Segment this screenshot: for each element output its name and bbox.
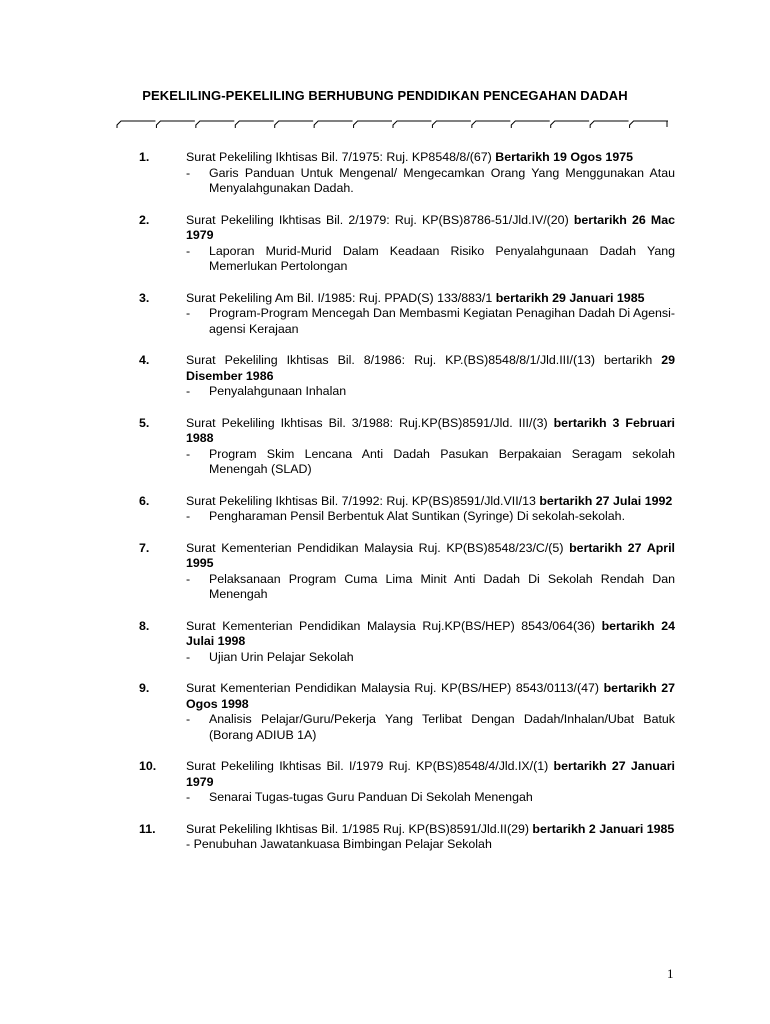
item-body <box>186 291 675 338</box>
rule-segment <box>235 121 273 128</box>
item-body <box>186 353 675 400</box>
reference-date: bertarikh 27 Julai 1992 <box>539 493 673 508</box>
reference-text: Surat Kementerian Pendidikan Malaysia Ruj.KP(BS/HEP) 8543/064(36) <box>186 618 602 633</box>
item-description <box>186 790 675 806</box>
item-reference <box>186 150 675 166</box>
description-text: Program Skim Lencana Anti Dadah Pasukan Berpakaian Seragam sekolah Menengah (SLAD) <box>209 446 675 476</box>
dash-bullet: - <box>186 243 191 258</box>
item-number: 4. <box>139 353 150 367</box>
decorative-rule <box>116 118 668 130</box>
reference-text: Surat Kementerian Pendidikan Malaysia Ruj. KP(BS/HEP) 8543/0113/(47) <box>186 681 604 695</box>
rule-segment <box>354 121 392 128</box>
item-reference <box>186 213 675 244</box>
rule-segment <box>432 121 470 128</box>
dash-bullet: - <box>186 384 191 398</box>
list-item <box>0 619 770 666</box>
page-title: PEKELILING-PEKELILING BERHUBUNG PENDIDIKAN PENCEGAHAN DADAH <box>142 88 628 103</box>
item-body <box>186 822 675 853</box>
reference-date: bertarikh 27 Januari 1979 <box>186 759 675 789</box>
item-body <box>186 619 675 666</box>
item-reference <box>186 681 675 712</box>
reference-date: bertarikh 2 Januari 1985 <box>532 821 675 836</box>
item-body <box>186 759 675 806</box>
description-text: Garis Panduan Untuk Mengenal/ Mengecamkan Orang Yang Menggunakan Atau Menyalahgunakan Dadah. <box>209 165 675 195</box>
list-item <box>0 759 770 806</box>
reference-date: 29 Disember 1986 <box>186 353 675 383</box>
reference-text: Surat Pekeliling Ikhtisas Bil. 1/1985 Ruj. KP(BS)8591/Jld.II(29) <box>186 821 533 836</box>
item-reference <box>186 291 675 307</box>
reference-text: Surat Pekeliling Am Bil. I/1985: Ruj. PPAD(S) 133/883/1 <box>186 290 496 305</box>
description-text: - Penubuhan Jawatankuasa Bimbingan Pelajar Sekolah <box>186 837 492 851</box>
item-body <box>186 541 675 603</box>
item-description <box>186 712 675 743</box>
rule-segment <box>196 121 234 128</box>
item-number: 9. <box>139 681 150 695</box>
item-number: 6. <box>139 493 150 508</box>
dash-bullet: - <box>186 571 191 586</box>
item-reference <box>186 416 675 447</box>
item-reference <box>186 759 675 790</box>
reference-date: bertarikh 29 Januari 1985 <box>495 290 645 305</box>
item-description <box>186 509 675 525</box>
item-body <box>186 681 675 743</box>
item-body <box>186 150 675 197</box>
rule-segment <box>590 121 628 128</box>
list-item <box>0 494 770 525</box>
rule-segment <box>511 121 549 128</box>
circular-list <box>0 150 770 869</box>
item-description <box>186 837 675 853</box>
item-body <box>186 494 675 525</box>
reference-date: bertarikh 3 Februari 1988 <box>186 415 675 445</box>
reference-text: Surat Pekeliling Ikhtisas Bil. 7/1992: Ruj. KP(BS)8591/Jld.VII/13 <box>186 493 540 508</box>
list-item <box>0 353 770 400</box>
item-number: 11. <box>139 821 156 836</box>
dash-bullet: - <box>186 165 191 180</box>
item-description <box>186 650 675 666</box>
dash-bullet: - <box>186 509 191 523</box>
item-reference <box>186 541 675 572</box>
rule-segment <box>393 121 431 128</box>
item-description <box>186 306 675 337</box>
item-number: 3. <box>139 290 150 305</box>
reference-date: bertarikh 27 April 1995 <box>186 540 675 570</box>
item-number: 8. <box>139 618 150 633</box>
list-item <box>0 822 770 853</box>
item-description <box>186 384 675 400</box>
dash-bullet: - <box>186 790 191 804</box>
item-description <box>186 572 675 603</box>
rule-segment <box>551 121 589 128</box>
rule-segment <box>314 121 352 128</box>
item-reference <box>186 619 675 650</box>
item-description <box>186 166 675 197</box>
description-text: Ujian Urin Pelajar Sekolah <box>209 649 354 664</box>
reference-text: Surat Pekeliling Ikhtisas Bil. 2/1979: Ruj. KP(BS)8786-51/Jld.IV/(20) <box>186 212 574 227</box>
rule-segment <box>156 121 194 128</box>
dash-bullet: - <box>186 712 191 726</box>
description-text: Laporan Murid-Murid Dalam Keadaan Risiko Penyalahgunaan Dadah Yang Memerlukan Pertolongan <box>209 243 675 273</box>
reference-text: Surat Pekeliling Ikhtisas Bil. 8/1986: Ruj. KP.(BS)8548/8/1/Jld.III/(13) bertarikh <box>186 353 662 367</box>
item-body <box>186 213 675 275</box>
description-text: Pelaksanaan Program Cuma Lima Minit Anti Dadah Di Sekolah Rendah Dan Menengah <box>209 571 675 601</box>
rule-segment <box>472 121 510 128</box>
item-description <box>186 244 675 275</box>
reference-text: Surat Pekeliling Ikhtisas Bil. I/1979 Ruj. KP(BS)8548/4/Jld.IX/(1) <box>186 759 554 773</box>
list-item <box>0 150 770 197</box>
reference-text: Surat Pekeliling Ikhtisas Bil. 3/1988: Ruj.KP(BS)8591/Jld. III/(3) <box>186 415 554 430</box>
list-item <box>0 681 770 743</box>
item-reference <box>186 353 675 384</box>
item-body <box>186 416 675 478</box>
list-item <box>0 541 770 603</box>
item-description <box>186 447 675 478</box>
description-text: Pengharaman Pensil Berbentuk Alat Suntikan (Syringe) Di sekolah-sekolah. <box>209 509 626 523</box>
item-number: 7. <box>139 540 150 555</box>
list-item <box>0 213 770 275</box>
reference-text: Surat Kementerian Pendidikan Malaysia Ruj. KP(BS)8548/23/C/(5) <box>186 540 570 555</box>
rule-segment <box>117 121 155 128</box>
list-item <box>0 291 770 338</box>
reference-date: bertarikh 27 Ogos 1998 <box>186 681 676 711</box>
list-item <box>0 416 770 478</box>
item-number: 5. <box>139 415 150 430</box>
reference-date: bertarikh 26 Mac 1979 <box>186 212 675 242</box>
dash-bullet: - <box>186 446 191 461</box>
description-text: Program-Program Mencegah Dan Membasmi Kegiatan Penagihan Dadah Di Agensi-agensi Kerajaan <box>209 306 675 336</box>
dash-bullet: - <box>186 306 191 320</box>
description-text: Analisis Pelajar/Guru/Pekerja Yang Terlibat Dengan Dadah/Inhalan/Ubat Batuk (Borang ADIUB 1A) <box>209 712 675 742</box>
rule-segment <box>275 121 313 128</box>
item-number: 1. <box>139 150 150 164</box>
description-text: Penyalahgunaan Inhalan <box>209 384 347 398</box>
reference-date: Bertarikh 19 Ogos 1975 <box>495 150 633 164</box>
reference-date: bertarikh 24 Julai 1998 <box>186 618 675 648</box>
page-number: 1 <box>667 966 674 981</box>
item-reference <box>186 822 675 838</box>
item-reference <box>186 494 675 510</box>
rule-segment <box>630 121 668 128</box>
reference-text: Surat Pekeliling Ikhtisas Bil. 7/1975: Ruj. KP8548/8/(67) <box>186 150 496 164</box>
item-number: 10. <box>139 759 157 773</box>
item-number: 2. <box>139 212 150 227</box>
dash-bullet: - <box>186 649 191 664</box>
description-text: Senarai Tugas-tugas Guru Panduan Di Sekolah Menengah <box>209 790 533 804</box>
